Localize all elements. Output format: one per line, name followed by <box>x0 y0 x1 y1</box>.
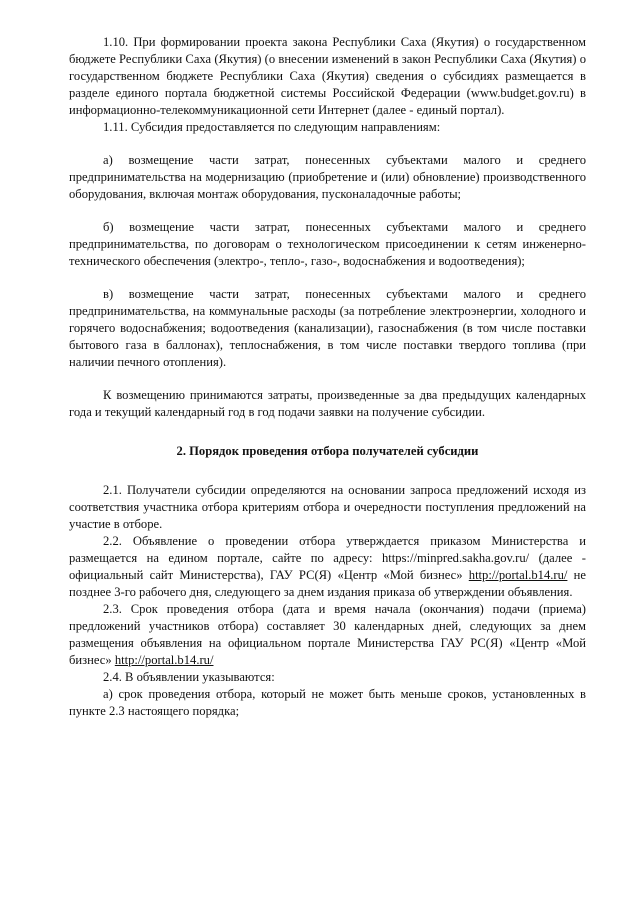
paragraph-direction-b: б) возмещение части затрат, понесенных субъектами малого и среднего предпринимательства, по договорам о технологическом присоединении к сетям инженерно-технического обеспечения (электро-, тепло-, газо-, водоснабжения и водоотведения); <box>69 220 586 268</box>
paragraph-2-4: 2.4. В объявлении указываются: <box>103 670 275 684</box>
paragraph-reimbursement: К возмещению принимаются затраты, произведенные за два предыдущих календарных года и текущий календарный год в год подачи заявки на получение субсидии. <box>69 388 586 419</box>
portal-link[interactable]: http://portal.b14.ru/ <box>468 568 568 582</box>
paragraph-2-2 <box>69 533 586 601</box>
section-heading-2: 2. Порядок проведения отбора получателей субсидии <box>176 444 479 458</box>
document-page <box>69 34 586 720</box>
paragraph-2-2-text: 2.2. Объявление о проведении отбора утверждается приказом Министерства и размещается на едином портале, сайте по адресу: https://minpred.sakha.gov.ru/ (далее - официальный сайт Министерства), ГАУ РС(Я) «Центр «Мой бизнес» <box>69 534 586 582</box>
paragraph-2-4-a: а) срок проведения отбора, который не может быть меньше сроков, установленных в пункте 2.3 настоящего порядка; <box>69 687 586 718</box>
paragraph-1-11: 1.11. Субсидия предоставляется по следующим направлениям: <box>103 120 441 134</box>
paragraph-direction-a: а) возмещение части затрат, понесенных субъектами малого и среднего предпринимательства на модернизацию (приобретение и (или) обновление) производственного оборудования, включая монтаж оборудования, пусконаладочные работы; <box>69 153 586 201</box>
portal-link[interactable]: http://portal.b14.ru/ <box>114 653 214 667</box>
paragraph-2-2-end: не позднее 3-го рабочего дня, следующего за днем издания приказа об утверждении объявления. <box>69 568 586 599</box>
paragraph-2-3-text: 2.3. Срок проведения отбора (дата и время начала (окончания) подачи (приема) предложений участников отбора) составляет 30 календарных дней, следующих за днем размещения объявления на официальном портале Министерства ГАУ РС(Я) «Центр «Мой бизнес» <box>69 602 586 667</box>
paragraph-2-1: 2.1. Получатели субсидии определяются на основании запроса предложений исходя из соответствия участника отбора критериям отбора и очередности поступления предложений на участие в отборе. <box>69 483 586 531</box>
paragraph-direction-v: в) возмещение части затрат, понесенных субъектами малого и среднего предпринимательства, на коммунальные расходы (за потребление электроэнергии, холодного и горячего водоснабжения; водоотведения (канализации), газоснабжения (в том числе поставки бытового газа в баллонах), теплоснабжения, в том числе поставки твердого топлива (при наличии печного отопления). <box>69 287 586 369</box>
paragraph-1-10: 1.10. При формировании проекта закона Республики Саха (Якутия) о государственном бюджете Республики Саха (Якутия) (о внесении изменений в закон Республики Саха (Якутия) о государственном бюджете Республики Саха (Якутия) сведения о субсидиях размещается в разделе единого портала бюджетной системы Российской Федерации (www.budget.gov.ru) в информационно-телекоммуникационной сети Интернет (далее - единый портал). <box>69 35 586 117</box>
paragraph-2-3 <box>69 601 586 669</box>
